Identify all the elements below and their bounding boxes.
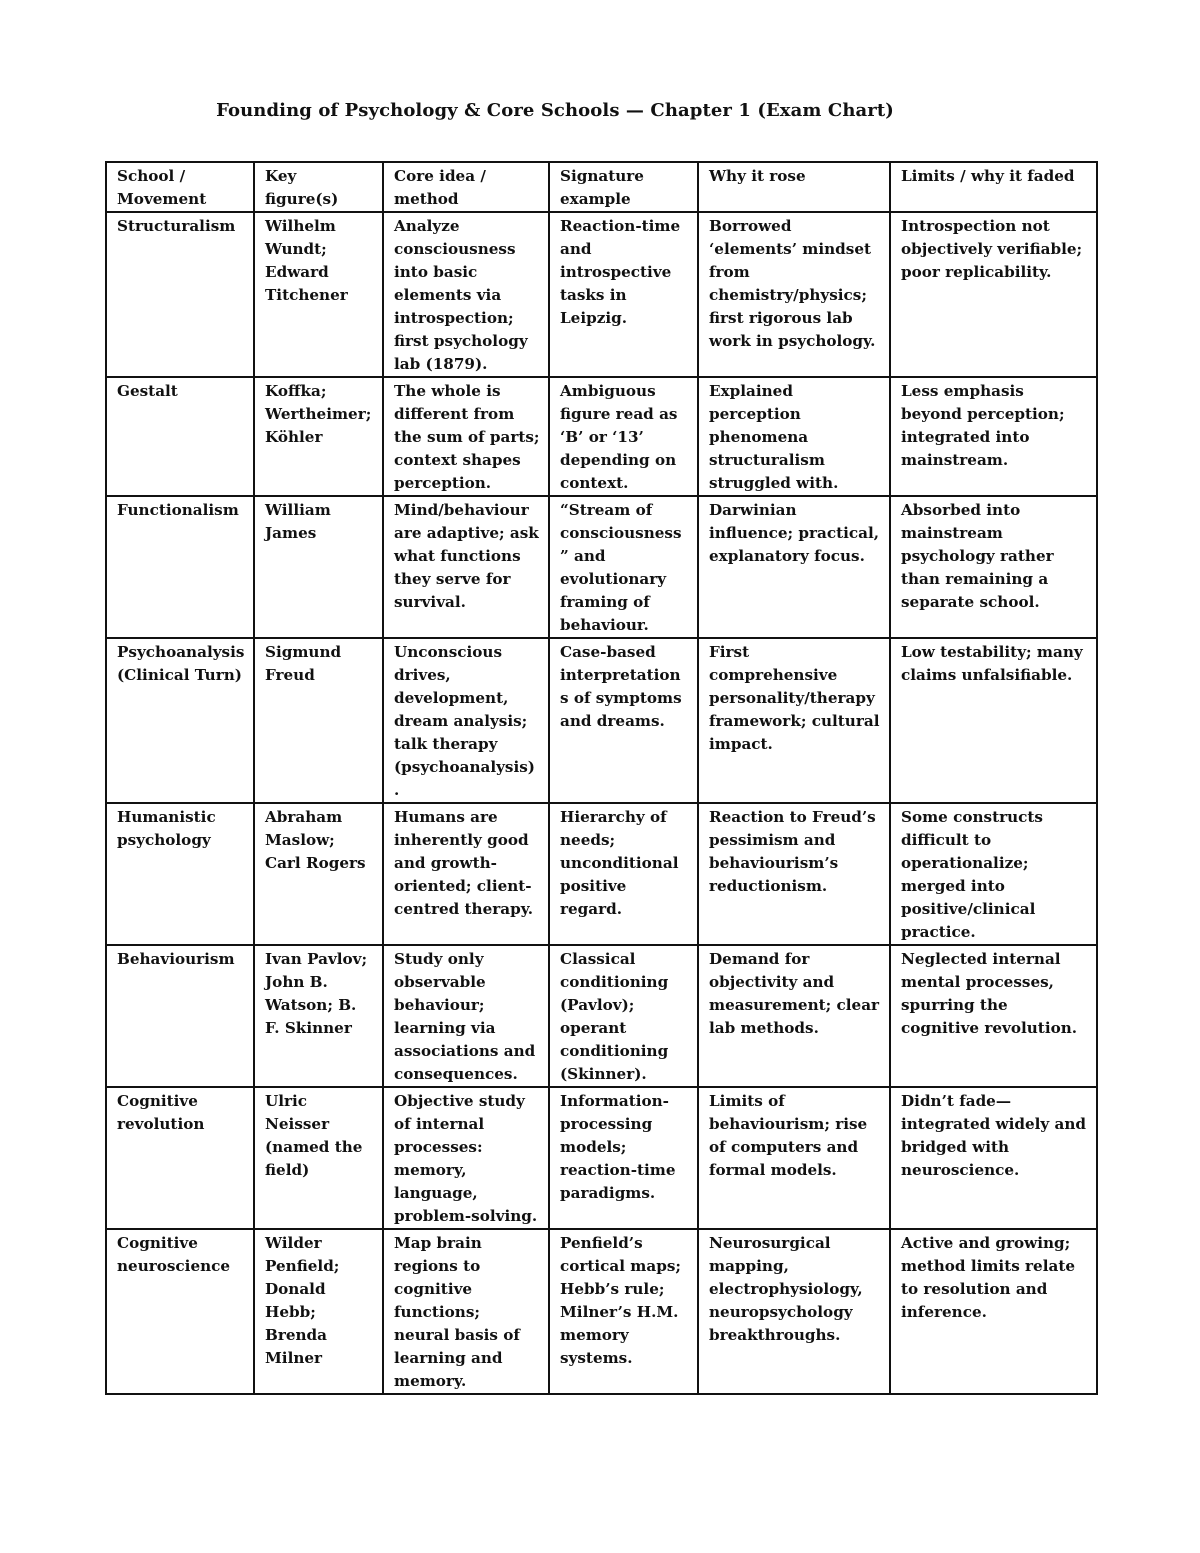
cell-key-figures: Wilhelm Wundt; Edward Titchener: [254, 212, 383, 377]
cell-limits: Didn’t fade—integrated widely and bridged with neuroscience.: [890, 1087, 1097, 1229]
cell-key-figures: Sigmund Freud: [254, 638, 383, 803]
cell-core-idea: Study only observable behaviour; learning via associations and consequences.: [383, 945, 549, 1087]
cell-school: Humanistic psychology: [106, 803, 254, 945]
cell-school: Cognitive neuroscience: [106, 1229, 254, 1394]
table-row: [106, 1087, 1097, 1229]
cell-why-it-rose: Borrowed ‘elements’ mindset from chemistry/physics; first rigorous lab work in psychology.: [698, 212, 890, 377]
cell-signature-example: Case-based interpretations of symptoms and dreams.: [549, 638, 698, 803]
table-row: [106, 945, 1097, 1087]
table-row: [106, 1229, 1097, 1394]
cell-why-it-rose: Demand for objectivity and measurement; clear lab methods.: [698, 945, 890, 1087]
cell-key-figures: William James: [254, 496, 383, 638]
cell-signature-example: Reaction-time and introspective tasks in Leipzig.: [549, 212, 698, 377]
cell-core-idea: Map brain regions to cognitive functions; neural basis of learning and memory.: [383, 1229, 549, 1394]
table-row: [106, 377, 1097, 496]
table-header-row: [106, 162, 1097, 212]
cell-signature-example: Information-processing models; reaction-time paradigms.: [549, 1087, 698, 1229]
cell-key-figures: Ulric Neisser (named the field): [254, 1087, 383, 1229]
cell-core-idea: Objective study of internal processes: memory, language, problem-solving.: [383, 1087, 549, 1229]
cell-core-idea: Mind/behaviour are adaptive; ask what functions they serve for survival.: [383, 496, 549, 638]
cell-why-it-rose: Neurosurgical mapping, electrophysiology, neuropsychology breakthroughs.: [698, 1229, 890, 1394]
cell-school: Structuralism: [106, 212, 254, 377]
header-core-idea: Core idea / method: [383, 162, 549, 212]
cell-school: Functionalism: [106, 496, 254, 638]
cell-why-it-rose: First comprehensive personality/therapy framework; cultural impact.: [698, 638, 890, 803]
cell-school: Gestalt: [106, 377, 254, 496]
cell-signature-example: Penfield’s cortical maps; Hebb’s rule; Milner’s H.M. memory systems.: [549, 1229, 698, 1394]
header-school: School / Movement: [106, 162, 254, 212]
document-title: Founding of Psychology & Core Schools — Chapter 1 (Exam Chart): [216, 100, 894, 121]
cell-limits: Introspection not objectively verifiable; poor replicability.: [890, 212, 1097, 377]
cell-core-idea: Humans are inherently good and growth-oriented; client-centred therapy.: [383, 803, 549, 945]
cell-signature-example: Classical conditioning (Pavlov); operant conditioning (Skinner).: [549, 945, 698, 1087]
cell-limits: Absorbed into mainstream psychology rather than remaining a separate school.: [890, 496, 1097, 638]
cell-why-it-rose: Explained perception phenomena structuralism struggled with.: [698, 377, 890, 496]
cell-school: Psychoanalysis (Clinical Turn): [106, 638, 254, 803]
table-row: [106, 212, 1097, 377]
cell-key-figures: Wilder Penfield; Donald Hebb; Brenda Milner: [254, 1229, 383, 1394]
cell-school: Cognitive revolution: [106, 1087, 254, 1229]
cell-signature-example: “Stream of consciousness” and evolutionary framing of behaviour.: [549, 496, 698, 638]
table-row: [106, 496, 1097, 638]
cell-why-it-rose: Darwinian influence; practical, explanatory focus.: [698, 496, 890, 638]
cell-signature-example: Ambiguous figure read as ‘B’ or ‘13’ depending on context.: [549, 377, 698, 496]
header-key-figures: Key figure(s): [254, 162, 383, 212]
cell-limits: Less emphasis beyond perception; integrated into mainstream.: [890, 377, 1097, 496]
cell-limits: Neglected internal mental processes, spurring the cognitive revolution.: [890, 945, 1097, 1087]
cell-limits: Some constructs difficult to operationalize; merged into positive/clinical practice.: [890, 803, 1097, 945]
cell-key-figures: Ivan Pavlov; John B. Watson; B. F. Skinner: [254, 945, 383, 1087]
cell-core-idea: Unconscious drives, development, dream analysis; talk therapy (psychoanalysis).: [383, 638, 549, 803]
cell-school: Behaviourism: [106, 945, 254, 1087]
cell-key-figures: Abraham Maslow; Carl Rogers: [254, 803, 383, 945]
header-why-it-rose: Why it rose: [698, 162, 890, 212]
table-row: [106, 638, 1097, 803]
cell-why-it-rose: Reaction to Freud’s pessimism and behaviourism’s reductionism.: [698, 803, 890, 945]
cell-why-it-rose: Limits of behaviourism; rise of computers and formal models.: [698, 1087, 890, 1229]
cell-limits: Active and growing; method limits relate to resolution and inference.: [890, 1229, 1097, 1394]
cell-core-idea: The whole is different from the sum of parts; context shapes perception.: [383, 377, 549, 496]
table-row: [106, 803, 1097, 945]
cell-key-figures: Koffka; Wertheimer; Köhler: [254, 377, 383, 496]
header-limits: Limits / why it faded: [890, 162, 1097, 212]
header-signature-example: Signature example: [549, 162, 698, 212]
cell-signature-example: Hierarchy of needs; unconditional positive regard.: [549, 803, 698, 945]
exam-chart-table: [105, 161, 1098, 1395]
cell-core-idea: Analyze consciousness into basic elements via introspection; first psychology lab (1879).: [383, 212, 549, 377]
cell-limits: Low testability; many claims unfalsifiable.: [890, 638, 1097, 803]
